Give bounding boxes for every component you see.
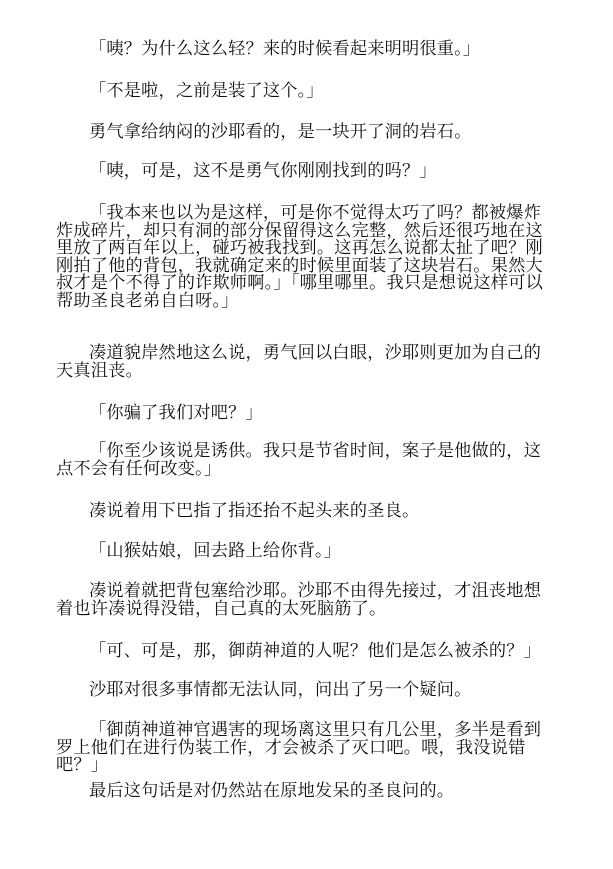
paragraph-10: 「山猴姑娘，回去路上给你背。」 [89, 541, 342, 561]
paragraph-7: 「你骗了我们对吧？」 [89, 403, 263, 423]
paragraph-14: 「御荫神道神官遇害的现场离这里只有几公里，多半是看到罗上他们在进行伪装工作，才会被杀了灭口吧。喂，我没说错吧？」 [56, 720, 542, 775]
paragraph-13: 沙耶对很多事情都无法认同，问出了另一个疑问。 [89, 680, 472, 700]
paragraph-2: 「不是啦，之前是装了这个。」 [89, 81, 324, 101]
paragraph-1: 「咦？为什么这么轻？来的时候看起来明明很重。」 [89, 39, 481, 59]
paragraph-6: 凑道貌岸然地这么说，勇气回以白眼，沙耶则更加为自己的天真沮丧。 [56, 343, 542, 381]
paragraph-3: 勇气拿给纳闷的沙耶看的，是一块开了洞的岩石。 [89, 122, 472, 142]
paragraph-15: 最后这句话是对仍然站在原地发呆的圣良问的。 [89, 781, 455, 801]
paragraph-5: 「我本来也以为是这样，可是你不觉得太巧了吗？都被爆炸炸成碎片，却只有洞的部分保留得这么完整，然后还很巧地在这里放了两百年以上，碰巧被我找到。这再怎么说都太扯了吧？刚刚拍了他的背包，我就确定来的时候里面装了这块岩石。果然大叔才是个不得了的诈欺师啊。」「哪里哪里。我只是想说这样可以帮助圣良老弟自白呀。」 [56, 203, 544, 311]
paragraph-8: 「你至少该说是诱供。我只是节省时间，案子是他做的，这点不会有任何改变。」 [56, 441, 542, 479]
paragraph-9: 凑说着用下巴指了指还抬不起头来的圣良。 [89, 501, 420, 521]
paragraph-4: 「咦，可是，这不是勇气你刚刚找到的吗？」 [89, 161, 437, 181]
paragraph-11: 凑说着就把背包塞给沙耶。沙耶不由得先接过，才沮丧地想着也许凑说得没错，自己真的太死脑筋了。 [56, 581, 542, 619]
paragraph-12: 「可、可是，那，御荫神道的人呢？他们是怎么被杀的？」 [89, 641, 542, 661]
